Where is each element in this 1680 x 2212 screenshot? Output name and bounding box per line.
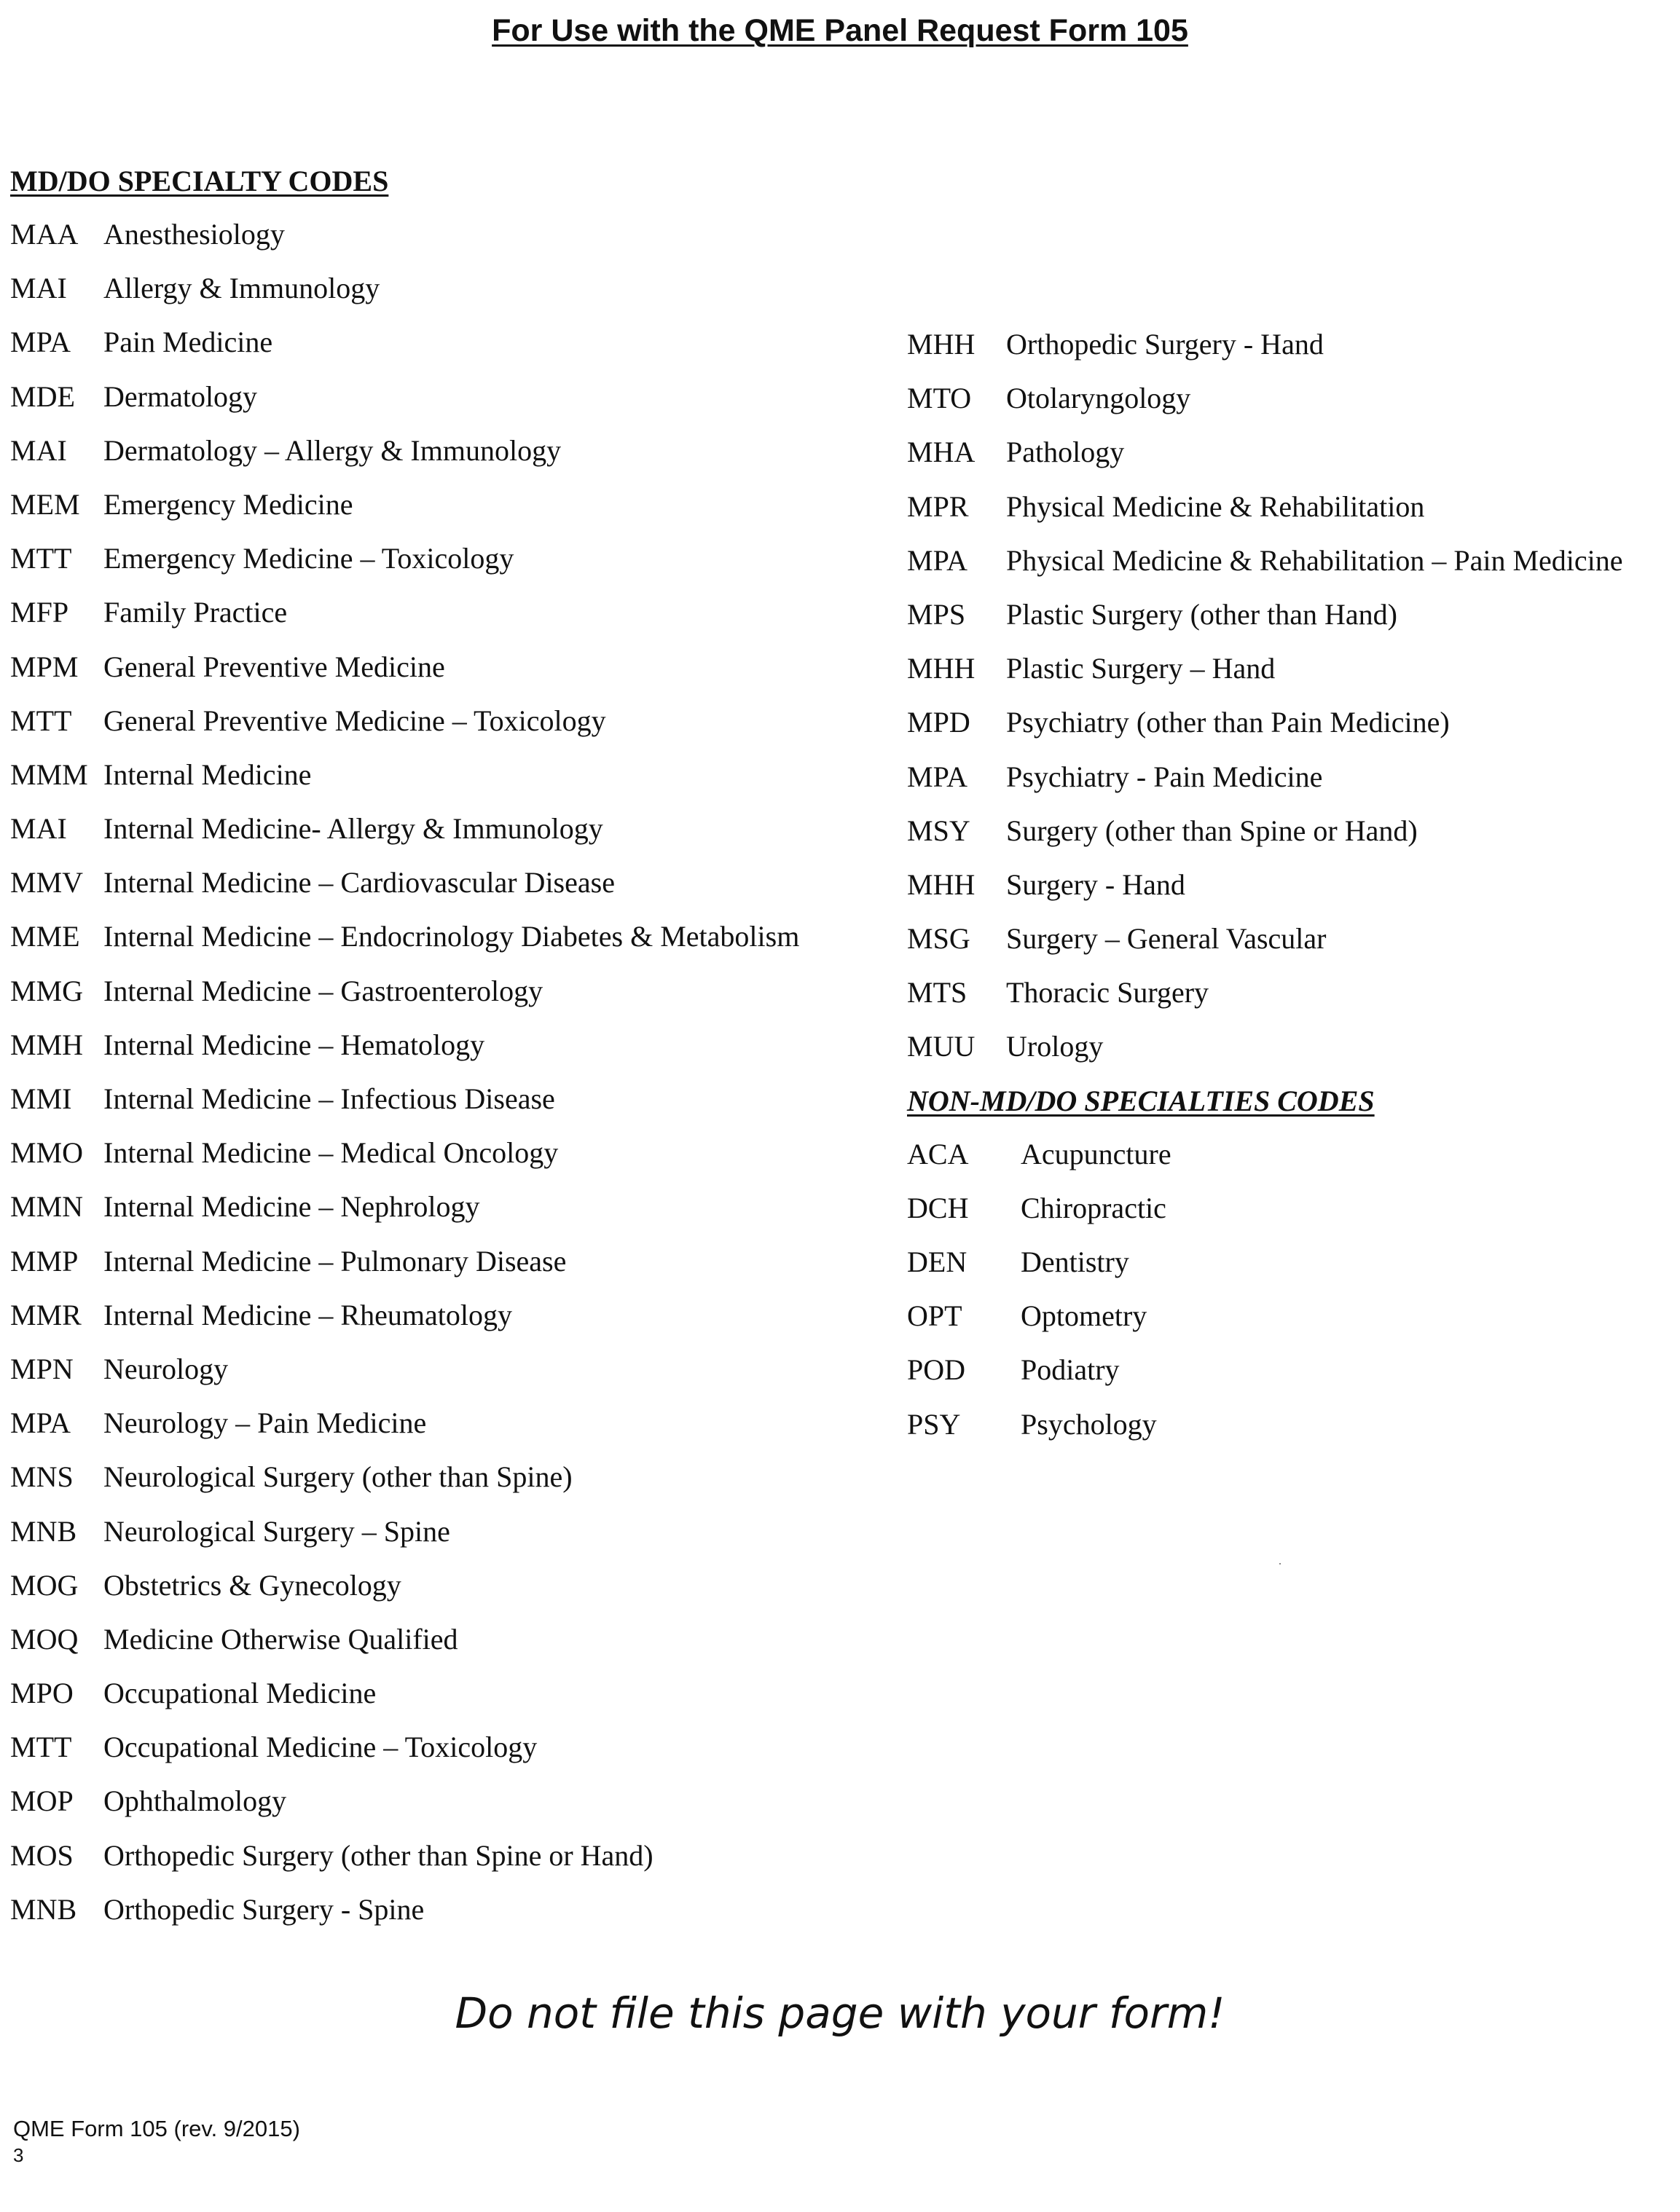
specialty-code-row	[10, 1342, 799, 1396]
specialty-code-row	[10, 1505, 799, 1559]
specialty-name: Surgery - Hand	[1006, 867, 1185, 901]
specialty-code: MAA	[10, 218, 79, 251]
specialty-code: MAI	[10, 433, 67, 467]
md-do-code-list-left	[10, 208, 799, 1937]
page-footer	[13, 2116, 300, 2168]
specialty-code: MTS	[907, 976, 967, 1009]
specialty-code-row	[10, 370, 799, 424]
specialty-code-row	[10, 261, 799, 315]
specialty-code: DEN	[907, 1245, 967, 1278]
specialty-name: Optometry	[1021, 1299, 1147, 1333]
specialty-code: MOG	[10, 1568, 79, 1602]
specialty-name: General Preventive Medicine	[103, 650, 445, 683]
specialty-code: MPD	[907, 706, 970, 739]
specialty-name: Anesthesiology	[103, 218, 285, 251]
specialty-code: MFP	[10, 596, 69, 629]
specialty-code-row	[907, 912, 1623, 966]
specialty-code: MMI	[10, 1082, 72, 1115]
specialty-name: Neurology – Pain Medicine	[103, 1406, 427, 1440]
specialty-name: Internal Medicine – Rheumatology	[103, 1298, 512, 1331]
specialty-code: MNS	[10, 1460, 74, 1494]
specialty-name: Obstetrics & Gynecology	[103, 1568, 401, 1602]
specialty-name: Neurology	[103, 1352, 229, 1385]
specialty-code: MMV	[10, 866, 84, 900]
specialty-code: MAI	[10, 272, 67, 305]
specialty-name: Emergency Medicine – Toxicology	[103, 542, 514, 575]
specialty-name: Internal Medicine – Cardiovascular Disease	[103, 866, 615, 900]
specialty-code: MPR	[907, 489, 969, 523]
specialty-code-row	[907, 1289, 1623, 1343]
scan-speck	[1279, 1563, 1281, 1564]
specialty-code-row	[10, 1180, 799, 1234]
specialty-name: Urology	[1006, 1030, 1104, 1063]
specialty-name: Internal Medicine – Infectious Disease	[103, 1082, 555, 1115]
specialty-code-row	[907, 1127, 1623, 1181]
specialty-name: Psychiatry (other than Pain Medicine)	[1006, 706, 1450, 739]
specialty-name: Family Practice	[103, 596, 288, 629]
specialty-code-row	[907, 1181, 1623, 1235]
specialty-code: MSG	[907, 922, 970, 956]
specialty-code: MPO	[10, 1677, 74, 1710]
specialty-code: POD	[907, 1353, 966, 1387]
specialty-code-row	[907, 1235, 1623, 1289]
specialty-name: Chiropractic	[1021, 1191, 1166, 1224]
specialty-code: MOQ	[10, 1622, 79, 1656]
specialty-name: Dermatology	[103, 379, 258, 413]
specialty-code-row	[10, 1288, 799, 1342]
specialty-code-row	[10, 856, 799, 910]
specialty-code: MEM	[10, 487, 80, 521]
specialty-name: Medicine Otherwise Qualified	[103, 1622, 458, 1656]
specialty-name: Internal Medicine – Endocrinology Diabetes & Metabolism	[103, 920, 800, 953]
specialty-code: MHH	[907, 867, 976, 901]
specialty-code: MHH	[907, 328, 976, 361]
specialty-code-row	[907, 1020, 1623, 1074]
specialty-code-row	[10, 478, 799, 532]
specialty-name: Internal Medicine – Pulmonary Disease	[103, 1244, 567, 1278]
specialty-code: MOP	[10, 1784, 74, 1818]
specialty-code: MDE	[10, 379, 75, 413]
specialty-name: Podiatry	[1021, 1353, 1120, 1387]
specialty-code-row	[10, 964, 799, 1018]
do-not-file-notice: Do not file this page with your form!	[455, 1988, 1225, 2038]
left-column	[10, 154, 799, 1937]
specialty-code: MMP	[10, 1244, 79, 1278]
specialty-code: MPA	[907, 543, 968, 577]
specialty-name: Psychology	[1021, 1407, 1157, 1441]
specialty-name: Pain Medicine	[103, 326, 273, 359]
specialty-name: Ophthalmology	[103, 1784, 287, 1818]
specialty-code-row	[10, 802, 799, 856]
specialty-code: MNB	[10, 1892, 77, 1926]
specialty-name: Internal Medicine – Medical Oncology	[103, 1136, 559, 1170]
specialty-code-row	[907, 425, 1623, 479]
specialty-code-row	[907, 966, 1623, 1020]
specialty-code-row	[907, 858, 1623, 912]
specialty-name: Plastic Surgery (other than Hand)	[1006, 597, 1397, 631]
specialty-code-row	[907, 588, 1623, 642]
form-revision-label: QME Form 105 (rev. 9/2015)	[13, 2116, 300, 2141]
specialty-code-row	[907, 534, 1623, 588]
specialty-code-row	[907, 750, 1623, 804]
specialty-name: Internal Medicine – Hematology	[103, 1028, 485, 1061]
specialty-code-row	[907, 804, 1623, 858]
specialty-code-row	[10, 532, 799, 586]
specialty-code-row	[10, 1829, 799, 1883]
specialty-code: MPS	[907, 597, 966, 631]
specialty-code-row	[907, 318, 1623, 371]
specialty-code-row	[10, 748, 799, 802]
specialty-code-row	[10, 424, 799, 478]
specialty-code: DCH	[907, 1191, 969, 1224]
non-md-do-code-list	[907, 1127, 1623, 1452]
specialty-name: Occupational Medicine – Toxicology	[103, 1731, 538, 1764]
specialty-code: OPT	[907, 1299, 962, 1333]
specialty-code-row	[10, 910, 799, 964]
specialty-code: MPA	[10, 326, 71, 359]
specialty-code: MMN	[10, 1190, 84, 1224]
specialty-name: Thoracic Surgery	[1006, 976, 1209, 1009]
specialty-code-row	[10, 1126, 799, 1180]
specialty-code: MNB	[10, 1514, 77, 1548]
specialty-code-row	[10, 315, 799, 369]
specialty-name: Otolaryngology	[1006, 382, 1191, 415]
specialty-code: MTT	[10, 704, 72, 737]
specialty-code: MTT	[10, 1731, 72, 1764]
md-do-code-list-right	[907, 318, 1623, 1074]
specialty-name: Surgery – General Vascular	[1006, 922, 1327, 956]
specialty-name: Acupuncture	[1021, 1137, 1171, 1170]
specialty-code: MMO	[10, 1136, 84, 1170]
specialty-code: MME	[10, 920, 80, 953]
specialty-code-row	[907, 642, 1623, 696]
specialty-name: Orthopedic Surgery (other than Spine or Hand)	[103, 1838, 653, 1872]
specialty-name: Physical Medicine & Rehabilitation	[1006, 489, 1425, 523]
specialty-code-row	[10, 1720, 799, 1774]
specialty-name: Physical Medicine & Rehabilitation – Pain Medicine	[1006, 543, 1623, 577]
specialty-code-row	[907, 371, 1623, 425]
specialty-name: Emergency Medicine	[103, 487, 353, 521]
specialty-code: MPN	[10, 1352, 74, 1385]
specialty-code-row	[10, 640, 799, 694]
specialty-code: MMR	[10, 1298, 82, 1331]
specialty-code-row	[10, 1613, 799, 1666]
specialty-code-row	[10, 208, 799, 261]
specialty-code: MTO	[907, 382, 972, 415]
specialty-code-row	[10, 1018, 799, 1072]
specialty-code-row	[10, 694, 799, 748]
specialty-code: MMH	[10, 1028, 84, 1061]
specialty-code: MMG	[10, 974, 84, 1007]
specialty-code-row	[10, 1666, 799, 1720]
specialty-code-row	[10, 586, 799, 639]
specialty-name: Orthopedic Surgery - Hand	[1006, 328, 1324, 361]
specialty-name: Surgery (other than Spine or Hand)	[1006, 814, 1418, 847]
specialty-code: ACA	[907, 1137, 969, 1170]
specialty-name: Neurological Surgery (other than Spine)	[103, 1460, 573, 1494]
specialty-code: MPM	[10, 650, 79, 683]
specialty-name: Orthopedic Surgery - Spine	[103, 1892, 425, 1926]
specialty-code: MHH	[907, 652, 976, 685]
specialty-name: Internal Medicine – Gastroenterology	[103, 974, 543, 1007]
md-do-section-heading: MD/DO SPECIALTY CODES	[10, 165, 389, 197]
non-md-do-section-heading: NON-MD/DO SPECIALTIES CODES	[907, 1084, 1375, 1117]
page-title: For Use with the QME Panel Request Form 105	[492, 13, 1188, 48]
specialty-code-row	[907, 480, 1623, 534]
right-column	[907, 318, 1623, 1452]
specialty-name: Dentistry	[1021, 1245, 1129, 1278]
specialty-name: Internal Medicine – Nephrology	[103, 1190, 480, 1224]
specialty-name: Occupational Medicine	[103, 1677, 377, 1710]
specialty-name: Internal Medicine	[103, 757, 312, 791]
specialty-name: Pathology	[1006, 436, 1125, 469]
specialty-name: Plastic Surgery – Hand	[1006, 652, 1276, 685]
specialty-code-row	[907, 696, 1623, 749]
specialty-code-row	[10, 1774, 799, 1828]
specialty-code: MAI	[10, 812, 67, 846]
specialty-code: MSY	[907, 814, 970, 847]
specialty-code: MOS	[10, 1838, 74, 1872]
specialty-code: PSY	[907, 1407, 961, 1441]
specialty-name: Psychiatry - Pain Medicine	[1006, 760, 1323, 793]
specialty-name: Neurological Surgery – Spine	[103, 1514, 450, 1548]
specialty-code-row	[10, 1450, 799, 1504]
specialty-code-row	[10, 1235, 799, 1288]
specialty-name: Allergy & Immunology	[103, 272, 380, 305]
specialty-code-row	[10, 1883, 799, 1937]
specialty-code-row	[907, 1398, 1623, 1452]
specialty-name: General Preventive Medicine – Toxicology	[103, 704, 606, 737]
specialty-code: MTT	[10, 542, 72, 575]
specialty-code: MPA	[10, 1406, 71, 1440]
specialty-code: MHA	[907, 436, 976, 469]
specialty-code: MMM	[10, 757, 88, 791]
specialty-code-row	[10, 1396, 799, 1450]
specialty-code: MPA	[907, 760, 968, 793]
specialty-name: Dermatology – Allergy & Immunology	[103, 433, 562, 467]
specialty-code-row	[10, 1559, 799, 1613]
specialty-code-row	[10, 1072, 799, 1126]
page-number: 3	[13, 2144, 24, 2166]
specialty-code-row	[907, 1343, 1623, 1397]
specialty-code: MUU	[907, 1030, 976, 1063]
specialty-name: Internal Medicine- Allergy & Immunology	[103, 812, 603, 846]
